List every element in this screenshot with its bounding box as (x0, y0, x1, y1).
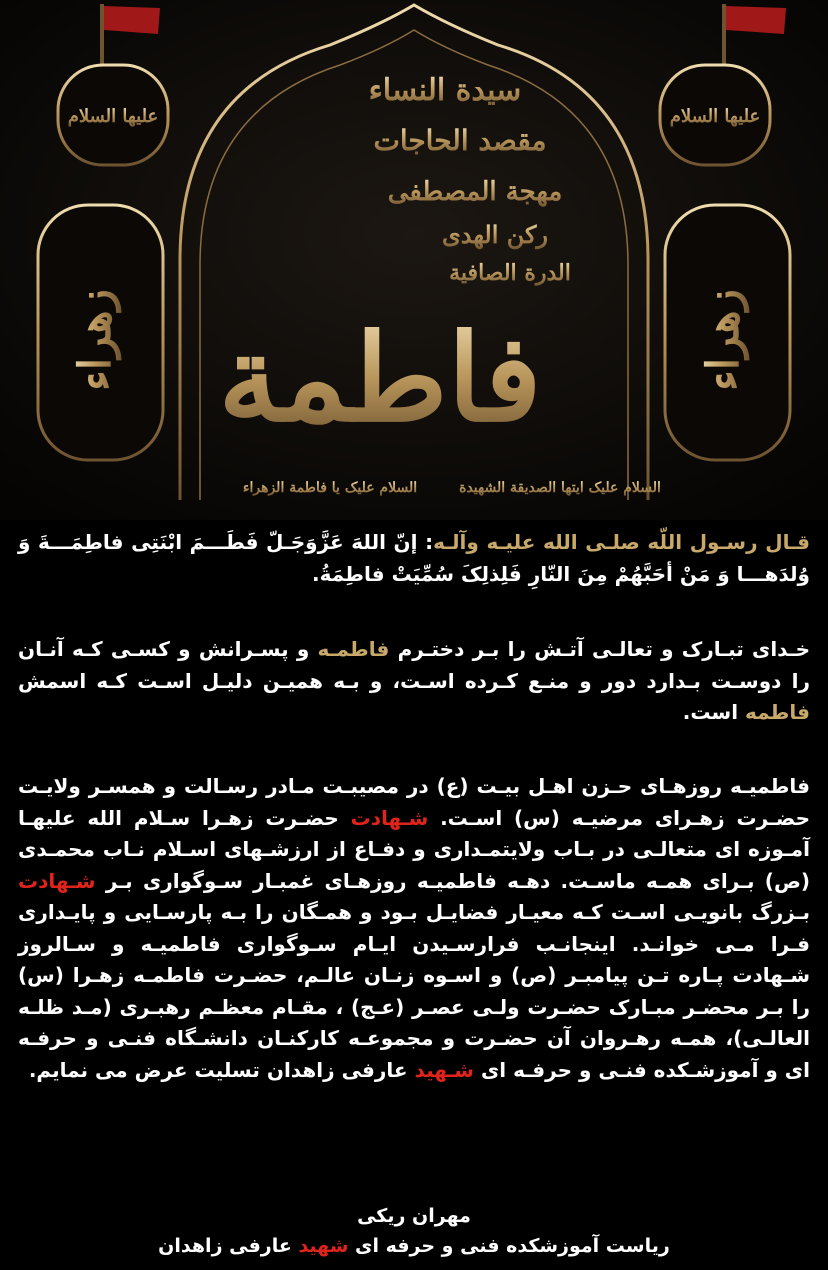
message-text-1: فاطمیـه روزهـای حـزن اهـل بیـت (ع) در مصیبـت مـادر رسـالت و همسـر ولایـت حضـرت زهـرای مرضیـه (س) اسـت. (18, 774, 810, 830)
message-highlight-1: شـهادت (350, 805, 429, 830)
message-highlight-3: شـهید (414, 1057, 474, 1082)
signer-title-1: ریاست آموزشکده فنی و حرفه ای (348, 1235, 670, 1257)
translation-text-1: خـدای تبـارک و تعالـی آتـش را بـر دختـرم (389, 637, 810, 661)
hadith-text: : إنّ اللهَ عَزَّوَجَـلّ فَطَـــمَ ابْنَتِی فاطِمَـــةَ وَ وُلدَهـــا وَ مَنْ أحَبَّهُمْ مِنَ النّارِ فَلِذلِکَ سُمِّیَتْ فاطِمَةُ. (18, 530, 810, 586)
title-5: الدرة الصافية (449, 260, 571, 286)
translation-text-2: و پسـرانش و کسـی کـه آنـان را دوسـت بـدارد دور و منـع کـرده اسـت، و بـه همیـن دلیـل اسـت کـه اسمش (18, 637, 810, 693)
title-3: مهجة المصطفى (387, 177, 563, 207)
translation-name-2: فاطمه (745, 700, 810, 724)
bottom-left-text: السلام علیک یا فاطمة الزهراء (242, 480, 418, 496)
right-top-text: علیها السلام (669, 106, 761, 127)
title-1: سيدة النساء (368, 73, 522, 108)
signer-title-2: عارفی زاهدان (158, 1235, 299, 1257)
signature-block (0, 1201, 828, 1261)
message-text-2: حضـرت زهـرا سـلام الله علیهـا آمـوزه ای متعالـی در بـاب ولایتمـداری و دفـاع از ارزشـهای اسـلام نـاب محمـدی (ص) بـرای همـه ماسـت. دهـه فاطمیـه روزهـای غمبـار سـوگواری بـر (18, 805, 810, 893)
left-top-text: علیها السلام (67, 106, 159, 127)
left-side-name: زهراء (70, 289, 121, 391)
right-side-name: زهراء (698, 289, 749, 391)
translation-name-1: فاطمـه (317, 637, 390, 661)
message-text-4: عارفی زاهدان تسلیت عرض می نمایم. (28, 1057, 415, 1082)
signer-name: مهران ریکی (357, 1205, 471, 1227)
bottom-right-text: السلام علیک ایتها الصدیقة الشهیدة (459, 480, 661, 496)
flag-left (104, 6, 160, 34)
hadith-attribution: قـال رسـول اللّه صلـی الله علیـه وآلـه (433, 530, 811, 554)
hadith-paragraph (18, 527, 810, 590)
translation-text-3: است. (682, 700, 746, 724)
center-name: فاطمة (218, 308, 542, 449)
title-2: مقصد الحاجات (373, 124, 547, 157)
signer-title-highlight: شهید (298, 1235, 349, 1257)
signer-title (0, 1231, 828, 1261)
translation-paragraph (18, 634, 810, 729)
message-text-3: بـزرگ بانویـی اسـت کـه معیـار فضایـل بـود و همـگان را بـه پارسـایی و پایـداری فـرا مـی خوانـد. اینجانـب فرارسـیدن ایـام سـوگواری فاطمیـه و سـالروز شـهادت پـاره تـن پیامبـر (ص) و اسـوه زنـان عالـم، حضـرت فاطمـه زهـرا (س) را بـر محضـر مبـارک حضـرت ولـی عصـر (عـج) ، مقـام معظـم رهبـری (مـد ظلـه العالـی)، همـه رهـروان آن حضـرت و مجموعـه کارکنـان دانشـگاه فنـی و حرفـه ای و آموزشـکده فنـی و حرفـه ای (18, 900, 810, 1082)
flag-right (726, 6, 786, 34)
message-highlight-2: شـهادت (18, 868, 96, 893)
memorial-banner (0, 0, 828, 520)
title-4: ركن الهدى (441, 220, 549, 249)
condolence-message (18, 771, 810, 1086)
